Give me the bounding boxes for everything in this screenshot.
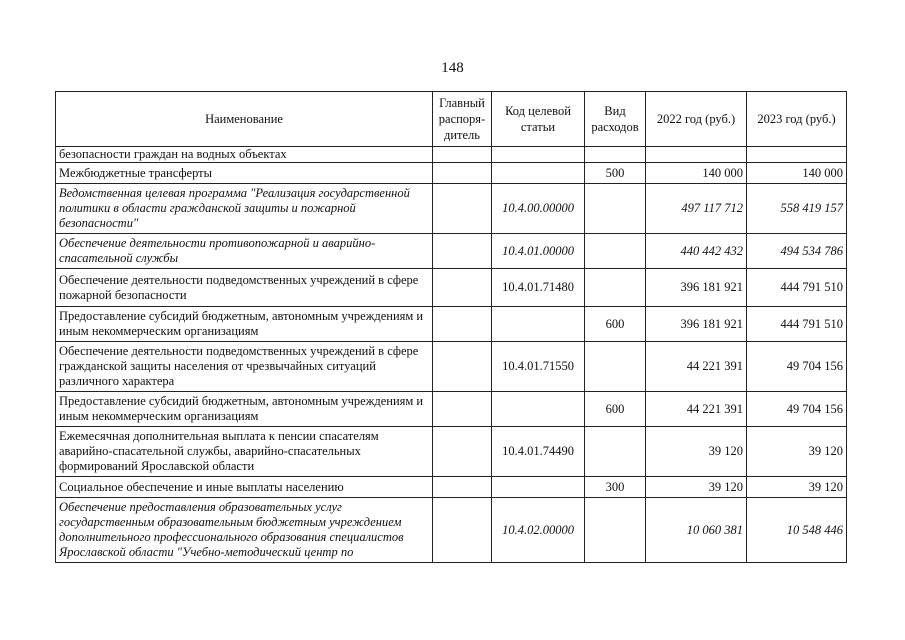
cell-name: Обеспечение деятельности противопожарной и аварийно-спасательной службы bbox=[56, 234, 433, 269]
cell-2022: 39 120 bbox=[646, 477, 747, 498]
cell-type: 600 bbox=[585, 307, 646, 342]
cell-type: 500 bbox=[585, 163, 646, 184]
page-number: 148 bbox=[441, 60, 464, 76]
table-row bbox=[56, 307, 847, 342]
cell-code: 10.4.01.71550 bbox=[492, 342, 585, 392]
header-code: Код целевой статьи bbox=[492, 92, 585, 147]
cell-code bbox=[492, 307, 585, 342]
cell-code: 10.4.02.00000 bbox=[492, 498, 585, 563]
cell-2023: 49 704 156 bbox=[747, 392, 847, 427]
cell-2022: 44 221 391 bbox=[646, 392, 747, 427]
cell-code bbox=[492, 477, 585, 498]
cell-manager bbox=[433, 342, 492, 392]
cell-2022 bbox=[646, 147, 747, 163]
cell-2023: 444 791 510 bbox=[747, 269, 847, 307]
cell-2022: 39 120 bbox=[646, 427, 747, 477]
cell-name: Социальное обеспечение и иные выплаты населению bbox=[56, 477, 433, 498]
header-2022: 2022 год (руб.) bbox=[646, 92, 747, 147]
header-name: Наименование bbox=[56, 92, 433, 147]
cell-2022: 10 060 381 bbox=[646, 498, 747, 563]
table-row bbox=[56, 477, 847, 498]
cell-2022: 497 117 712 bbox=[646, 184, 747, 234]
cell-code bbox=[492, 163, 585, 184]
cell-2023: 49 704 156 bbox=[747, 342, 847, 392]
cell-type bbox=[585, 184, 646, 234]
cell-2022: 44 221 391 bbox=[646, 342, 747, 392]
cell-type: 300 bbox=[585, 477, 646, 498]
cell-manager bbox=[433, 477, 492, 498]
cell-type: 600 bbox=[585, 392, 646, 427]
cell-name: Обеспечение деятельности подведомственных учреждений в сфере пожарной безопасности bbox=[56, 269, 433, 307]
cell-type bbox=[585, 147, 646, 163]
cell-2023 bbox=[747, 147, 847, 163]
table-row bbox=[56, 392, 847, 427]
cell-name: Ведомственная целевая программа "Реализация государственной политики в области гражданской защиты и пожарной безопасности" bbox=[56, 184, 433, 234]
table-header-row bbox=[56, 92, 847, 147]
cell-type bbox=[585, 269, 646, 307]
cell-manager bbox=[433, 307, 492, 342]
cell-code: 10.4.01.74490 bbox=[492, 427, 585, 477]
cell-manager bbox=[433, 147, 492, 163]
cell-name: Предоставление субсидий бюджетным, автономным учреждениям и иным некоммерческим организациям bbox=[56, 392, 433, 427]
table-row bbox=[56, 269, 847, 307]
table-row bbox=[56, 498, 847, 563]
cell-2022: 396 181 921 bbox=[646, 307, 747, 342]
cell-name: безопасности граждан на водных объектах bbox=[56, 147, 433, 163]
cell-name: Предоставление субсидий бюджетным, автономным учреждениям и иным некоммерческим организациям bbox=[56, 307, 433, 342]
cell-2023: 140 000 bbox=[747, 163, 847, 184]
header-manager: Главный распоря-дитель bbox=[433, 92, 492, 147]
cell-2023: 494 534 786 bbox=[747, 234, 847, 269]
table-row bbox=[56, 184, 847, 234]
cell-2022: 140 000 bbox=[646, 163, 747, 184]
cell-manager bbox=[433, 234, 492, 269]
table-row bbox=[56, 163, 847, 184]
cell-code: 10.4.01.71480 bbox=[492, 269, 585, 307]
cell-manager bbox=[433, 427, 492, 477]
cell-name: Обеспечение деятельности подведомственных учреждений в сфере гражданской защиты населения от чрезвычайных ситуаций различного характера bbox=[56, 342, 433, 392]
table-row bbox=[56, 147, 847, 163]
cell-2022: 440 442 432 bbox=[646, 234, 747, 269]
cell-name: Ежемесячная дополнительная выплата к пенсии спасателям аварийно-спасательной службы, аварийно-спасательных формирований Ярославской области bbox=[56, 427, 433, 477]
cell-manager bbox=[433, 269, 492, 307]
cell-name: Обеспечение предоставления образовательных услуг государственным образовательным бюджетным учреждением дополнительного профессионального образования специалистов Ярославской области "Учебно-методический центр по bbox=[56, 498, 433, 563]
cell-name: Межбюджетные трансферты bbox=[56, 163, 433, 184]
cell-manager bbox=[433, 392, 492, 427]
header-type: Вид расходов bbox=[585, 92, 646, 147]
cell-2023: 39 120 bbox=[747, 477, 847, 498]
cell-type bbox=[585, 342, 646, 392]
cell-manager bbox=[433, 163, 492, 184]
cell-2022: 396 181 921 bbox=[646, 269, 747, 307]
cell-code bbox=[492, 147, 585, 163]
cell-manager bbox=[433, 184, 492, 234]
table-row bbox=[56, 342, 847, 392]
cell-type bbox=[585, 498, 646, 563]
cell-2023: 10 548 446 bbox=[747, 498, 847, 563]
table-row bbox=[56, 427, 847, 477]
cell-code: 10.4.00.00000 bbox=[492, 184, 585, 234]
budget-table bbox=[55, 91, 847, 563]
table-row bbox=[56, 234, 847, 269]
cell-2023: 558 419 157 bbox=[747, 184, 847, 234]
cell-manager bbox=[433, 498, 492, 563]
cell-code bbox=[492, 392, 585, 427]
cell-2023: 39 120 bbox=[747, 427, 847, 477]
header-2023: 2023 год (руб.) bbox=[747, 92, 847, 147]
cell-2023: 444 791 510 bbox=[747, 307, 847, 342]
cell-type bbox=[585, 234, 646, 269]
cell-type bbox=[585, 427, 646, 477]
cell-code: 10.4.01.00000 bbox=[492, 234, 585, 269]
